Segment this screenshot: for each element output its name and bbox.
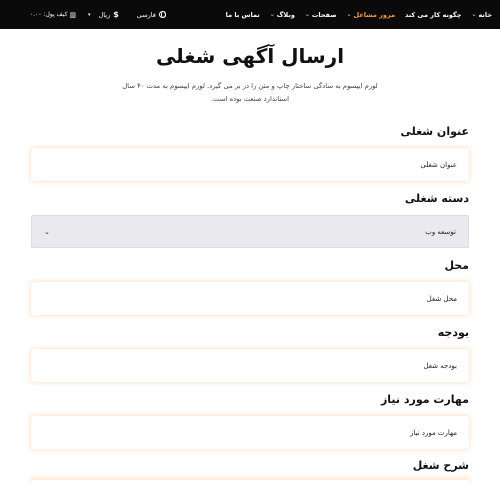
chevron-down-icon: ⌄ bbox=[44, 227, 50, 236]
budget-placeholder: بودجه شغل bbox=[423, 361, 457, 370]
currency-label: ریال bbox=[98, 10, 111, 19]
required-skill-input[interactable] bbox=[31, 416, 469, 449]
budget-label: بودجه bbox=[437, 326, 469, 339]
budget-input[interactable] bbox=[31, 349, 469, 382]
wallet-label: کیف پول: ۰.۰۰ bbox=[30, 11, 68, 18]
location-placeholder: محل شغل bbox=[426, 294, 457, 303]
job-title-input[interactable] bbox=[31, 148, 469, 181]
top-navbar bbox=[0, 0, 500, 29]
job-category-value: توسعه وب bbox=[425, 227, 456, 236]
dollar-icon: $ bbox=[113, 10, 119, 19]
location-label: محل bbox=[444, 259, 469, 272]
nav-item-contact[interactable] bbox=[226, 11, 260, 19]
job-title-label: عنوان شغلی bbox=[400, 125, 469, 138]
nav-item-label: چگونه کار می کند bbox=[404, 10, 462, 19]
currency-selector[interactable] bbox=[99, 10, 119, 19]
job-title-placeholder: عنوان شغلی bbox=[420, 160, 457, 169]
required-skill-label: مهارت مورد نیاز bbox=[380, 393, 469, 406]
nav-item-blog[interactable] bbox=[270, 11, 295, 19]
language-label: فارسی bbox=[136, 10, 156, 19]
language-selector[interactable] bbox=[137, 11, 166, 19]
separator-caret-icon: ▾ bbox=[88, 11, 91, 18]
nav-item-label: وبلاگ bbox=[276, 10, 295, 19]
page-title: ارسال آگهی شغلی bbox=[155, 44, 345, 68]
chevron-down-icon: ⌄ bbox=[346, 11, 352, 18]
nav-item-label: مرور مشاغل bbox=[353, 10, 395, 19]
chevron-down-icon: ⌄ bbox=[304, 11, 310, 18]
wallet-balance[interactable] bbox=[30, 11, 76, 19]
nav-item-label: تماس با ما bbox=[225, 10, 260, 19]
nav-item-pages[interactable] bbox=[305, 11, 337, 19]
chevron-down-icon: ⌄ bbox=[471, 11, 477, 18]
nav-item-label: خانه bbox=[478, 10, 492, 19]
nav-item-label: صفحات bbox=[311, 10, 337, 19]
page-description: لورم ایپسوم به سادگی ساختار چاپ و متن را در بر می گیرد. لورم ایپسوم به مدت ۴۰ سال استاندارد صنعت بوده است. bbox=[122, 82, 378, 103]
nav-utilities bbox=[6, 0, 166, 29]
nav-item-how-it-works[interactable] bbox=[405, 11, 461, 19]
required-skill-placeholder: مهارت مورد نیاز bbox=[410, 428, 457, 437]
job-category-select[interactable] bbox=[31, 215, 469, 248]
location-input[interactable] bbox=[31, 282, 469, 315]
job-category-label: دسته شغلی bbox=[404, 192, 469, 205]
chevron-down-icon: ⌄ bbox=[269, 11, 275, 18]
job-description-label: شرح شغل bbox=[412, 459, 469, 472]
job-description-textarea[interactable] bbox=[31, 480, 469, 486]
nav-item-browse-jobs[interactable] bbox=[347, 11, 395, 19]
wallet-icon: ▥ bbox=[69, 10, 77, 19]
main-menu bbox=[226, 0, 492, 29]
globe-icon bbox=[159, 11, 166, 18]
nav-item-home[interactable] bbox=[471, 11, 492, 19]
